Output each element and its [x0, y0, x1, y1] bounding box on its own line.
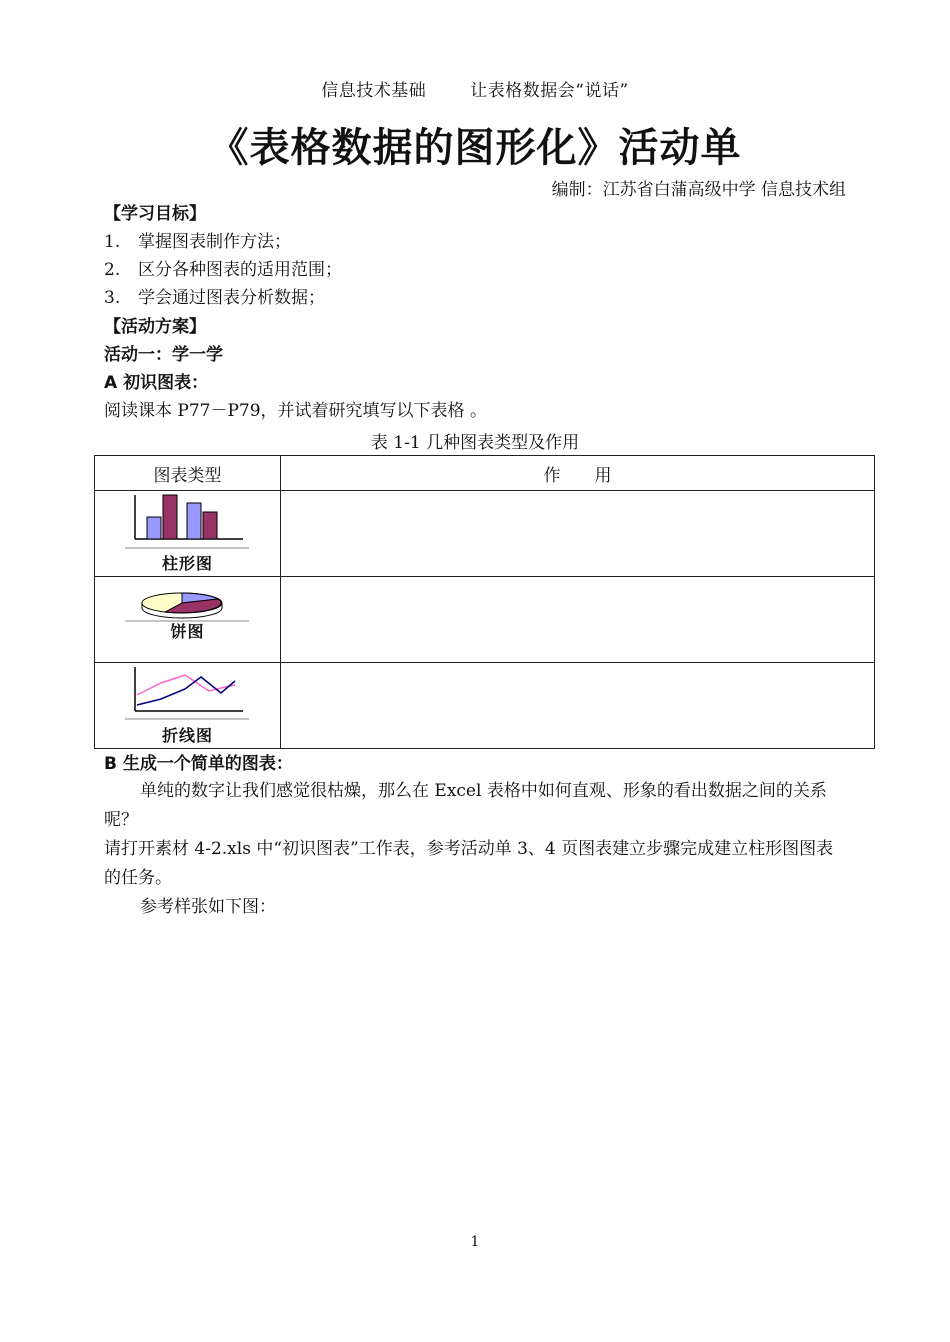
chart-type-label: 柱形图: [161, 554, 213, 573]
column-header-usage: 作 用: [281, 456, 875, 491]
table-row: [95, 491, 875, 577]
goal-item-1: [104, 228, 291, 256]
bar-chart-icon: [125, 493, 249, 549]
page-number: 1: [470, 1234, 480, 1250]
chart-type-label: 折线图: [161, 726, 213, 745]
line-chart-icon: [125, 665, 249, 721]
table-caption: 表 1-1 几种图表类型及作用: [370, 433, 580, 453]
table-row: [95, 577, 875, 663]
chart-type-label: 饼图: [170, 622, 205, 641]
activity-one-heading: 活动一：学一学: [104, 345, 223, 365]
usage-cell[interactable]: [281, 663, 875, 749]
section-b-paragraph-3: 参考样张如下图：: [140, 897, 276, 917]
section-b-heading: B 生成一个简单的图表：: [104, 754, 293, 774]
goal-text: 区分各种图表的适用范围；: [138, 260, 342, 280]
section-a-instruction: 阅读课本 P77－P79，并试着研究填写以下表格 。: [104, 401, 487, 421]
goal-item-3: [104, 284, 325, 312]
section-a-heading: A 初识图表：: [104, 373, 209, 393]
header-course: 信息技术基础: [321, 81, 427, 101]
header-topic: 让表格数据会“说话”: [470, 81, 629, 101]
goal-text: 学会通过图表分析数据；: [138, 288, 325, 308]
section-b-paragraph-2: 请打开素材 4-2.xls 中“初识图表”工作表，参考活动单 3、4 页图表建立步骤完成建立柱形图图表的任务。: [104, 839, 834, 888]
usage-cell[interactable]: [281, 577, 875, 663]
goal-number: 1.: [104, 232, 121, 252]
chart-type-cell: [95, 491, 281, 577]
plan-heading: 【活动方案】: [104, 317, 206, 337]
usage-cell[interactable]: [281, 491, 875, 577]
page-title: 《表格数据的图形化》活动单: [208, 125, 742, 171]
table-row: [95, 663, 875, 749]
goal-number: 2.: [104, 260, 121, 280]
goal-text: 掌握图表制作方法；: [138, 232, 291, 252]
chart-type-cell: [95, 577, 281, 663]
chart-types-table: [94, 455, 875, 749]
section-b-paragraph-1: 单纯的数字让我们感觉很枯燥，那么在 Excel 表格中如何直观、形象的看出数据之间的关系呢？: [104, 781, 827, 830]
document-header: [0, 76, 950, 101]
column-header-type: 图表类型: [95, 456, 281, 491]
chart-type-cell: [95, 663, 281, 749]
goals-heading: 【学习目标】: [104, 204, 206, 224]
table-header-row: [95, 456, 875, 491]
editor-credit: 编制：江苏省白蒲高级中学 信息技术组: [551, 180, 846, 200]
goal-number: 3.: [104, 288, 121, 308]
goal-item-2: [104, 256, 342, 284]
